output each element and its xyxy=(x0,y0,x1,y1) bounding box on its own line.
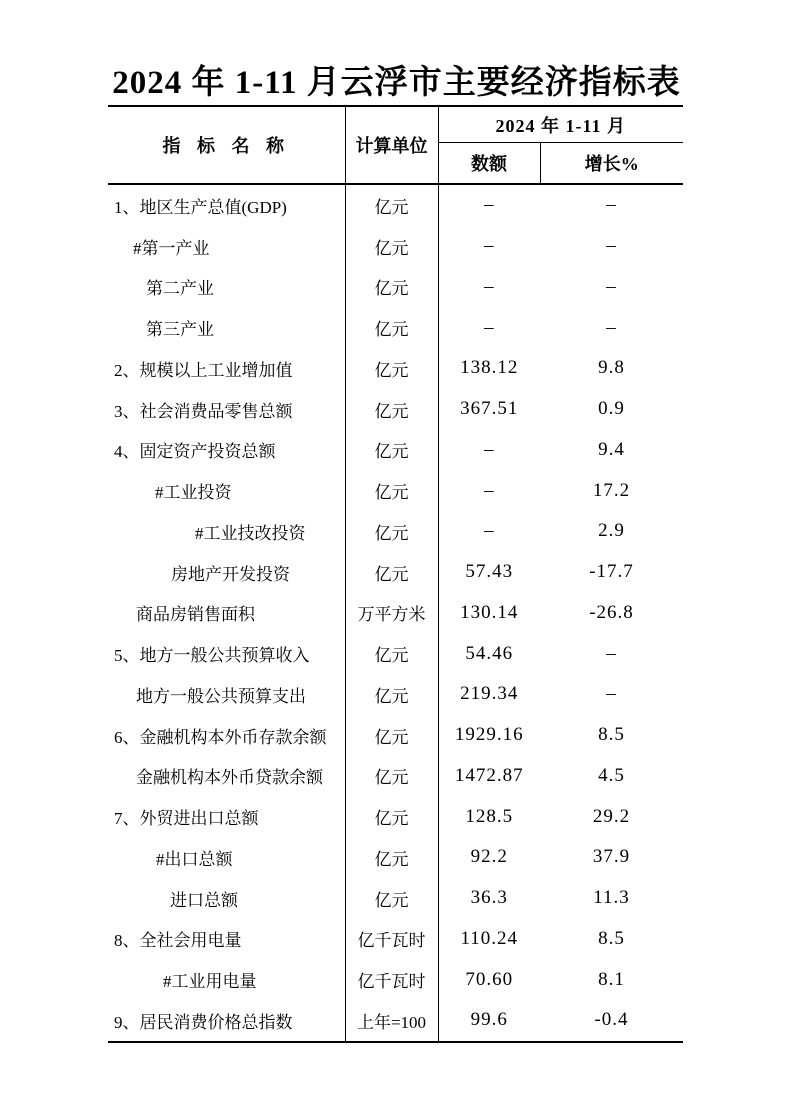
table-row xyxy=(108,878,683,919)
indicator-name-cell: 9、居民消费价格总指数 xyxy=(108,1000,345,1042)
unit-cell: 亿元 xyxy=(345,184,438,226)
amount-cell: 128.5 xyxy=(465,805,514,827)
amount-cell: – xyxy=(484,275,495,297)
table-row xyxy=(108,837,683,878)
unit-cell: 亿千瓦时 xyxy=(345,959,438,1000)
table-row xyxy=(108,959,683,1000)
indicator-name-cell: 房地产开发投资 xyxy=(108,552,345,593)
indicator-name-cell: 地方一般公共预算支出 xyxy=(108,674,345,715)
table-row xyxy=(108,756,683,797)
unit-cell: 亿元 xyxy=(345,796,438,837)
indicator-name-cell: #工业用电量 xyxy=(108,959,345,1000)
indicator-name-cell: 5、地方一般公共预算收入 xyxy=(108,633,345,674)
amount-cell: – xyxy=(484,479,495,501)
growth-cell: 9.4 xyxy=(598,438,625,460)
column-header-indicator-name: 指 标 名 称 xyxy=(108,106,345,184)
table-row xyxy=(108,552,683,593)
column-header-growth: 增长% xyxy=(540,143,683,185)
unit-cell: 亿元 xyxy=(345,756,438,797)
amount-cell: 130.14 xyxy=(460,601,519,623)
unit-cell: 亿元 xyxy=(345,674,438,715)
amount-cell: 99.6 xyxy=(470,1009,508,1031)
column-header-amount: 数额 xyxy=(438,143,540,185)
amount-cell: 1472.87 xyxy=(454,764,524,786)
amount-cell: 57.43 xyxy=(465,561,514,583)
unit-cell: 亿元 xyxy=(345,878,438,919)
amount-cell: – xyxy=(484,520,495,542)
growth-cell: – xyxy=(606,642,617,664)
table-row xyxy=(108,348,683,389)
table-row xyxy=(108,226,683,267)
table-row xyxy=(108,674,683,715)
unit-cell: 亿元 xyxy=(345,715,438,756)
indicator-name-cell: #第一产业 xyxy=(108,226,345,267)
indicator-name-cell: 2、规模以上工业增加值 xyxy=(108,348,345,389)
indicator-name-cell: 第二产业 xyxy=(108,267,345,308)
column-header-period: 2024 年 1-11 月 xyxy=(438,106,683,143)
growth-cell: 29.2 xyxy=(592,805,631,827)
indicator-name-cell: 7、外贸进出口总额 xyxy=(108,796,345,837)
amount-cell: 54.46 xyxy=(465,642,514,664)
table-body xyxy=(108,184,683,1042)
unit-cell: 上年=100 xyxy=(345,1000,438,1042)
unit-cell: 亿元 xyxy=(345,837,438,878)
growth-cell: -26.8 xyxy=(589,601,634,623)
amount-cell: – xyxy=(484,316,495,338)
table-row xyxy=(108,267,683,308)
indicator-name-cell: 进口总额 xyxy=(108,878,345,919)
table-row xyxy=(108,919,683,960)
unit-cell: 亿元 xyxy=(345,511,438,552)
table-row xyxy=(108,430,683,471)
table-header xyxy=(108,106,683,184)
indicator-name-cell: 商品房销售面积 xyxy=(108,593,345,634)
amount-cell: 92.2 xyxy=(470,846,508,868)
amount-cell: – xyxy=(484,235,495,257)
growth-cell: – xyxy=(606,683,617,705)
indicator-name-cell: 4、固定资产投资总额 xyxy=(108,430,345,471)
column-header-unit: 计算单位 xyxy=(345,106,438,184)
unit-cell: 万平方米 xyxy=(345,593,438,634)
unit-cell: 亿元 xyxy=(345,470,438,511)
amount-cell: 1929.16 xyxy=(454,724,524,746)
unit-cell: 亿元 xyxy=(345,430,438,471)
table-row xyxy=(108,307,683,348)
amount-cell: 367.51 xyxy=(460,398,519,420)
table-row xyxy=(108,633,683,674)
amount-cell: – xyxy=(484,194,495,216)
table-row xyxy=(108,511,683,552)
table-row xyxy=(108,593,683,634)
indicator-name-cell: #出口总额 xyxy=(108,837,345,878)
table-row xyxy=(108,715,683,756)
growth-cell: 0.9 xyxy=(598,398,625,420)
table-row xyxy=(108,796,683,837)
growth-cell: – xyxy=(606,316,617,338)
page-title: 2024 年 1-11 月云浮市主要经济指标表 xyxy=(112,65,681,101)
growth-cell: – xyxy=(606,275,617,297)
indicator-name-cell: 8、全社会用电量 xyxy=(108,919,345,960)
unit-cell: 亿元 xyxy=(345,348,438,389)
growth-cell: 8.5 xyxy=(598,724,625,746)
indicator-name-cell: 1、地区生产总值(GDP) xyxy=(108,184,345,226)
growth-cell: – xyxy=(606,194,617,216)
indicator-name-cell: #工业技改投资 xyxy=(108,511,345,552)
table-row xyxy=(108,389,683,430)
table-row xyxy=(108,470,683,511)
indicator-name-cell: 金融机构本外币贷款余额 xyxy=(108,756,345,797)
table-row xyxy=(108,184,683,226)
indicator-name-cell: #工业投资 xyxy=(108,470,345,511)
unit-cell: 亿元 xyxy=(345,633,438,674)
unit-cell: 亿元 xyxy=(345,226,438,267)
unit-cell: 亿千瓦时 xyxy=(345,919,438,960)
amount-cell: 110.24 xyxy=(460,927,519,949)
economic-indicators-table xyxy=(108,105,683,1043)
amount-cell: 36.3 xyxy=(470,887,508,909)
unit-cell: 亿元 xyxy=(345,389,438,430)
amount-cell: 70.60 xyxy=(465,968,514,990)
amount-cell: 138.12 xyxy=(460,357,519,379)
growth-cell: 11.3 xyxy=(593,887,630,909)
growth-cell: – xyxy=(606,235,617,257)
growth-cell: 2.9 xyxy=(598,520,625,542)
growth-cell: -0.4 xyxy=(594,1009,629,1031)
growth-cell: -17.7 xyxy=(589,561,634,583)
growth-cell: 17.2 xyxy=(592,479,631,501)
unit-cell: 亿元 xyxy=(345,552,438,593)
amount-cell: – xyxy=(484,438,495,460)
header-row-top xyxy=(108,106,683,143)
unit-cell: 亿元 xyxy=(345,307,438,348)
amount-cell: 219.34 xyxy=(460,683,519,705)
indicator-name-cell: 第三产业 xyxy=(108,307,345,348)
indicator-name-cell: 3、社会消费品零售总额 xyxy=(108,389,345,430)
indicator-name-cell: 6、金融机构本外币存款余额 xyxy=(108,715,345,756)
growth-cell: 8.1 xyxy=(598,968,625,990)
growth-cell: 4.5 xyxy=(598,764,625,786)
growth-cell: 8.5 xyxy=(598,927,625,949)
growth-cell: 37.9 xyxy=(592,846,631,868)
growth-cell: 9.8 xyxy=(598,357,625,379)
table-row xyxy=(108,1000,683,1042)
unit-cell: 亿元 xyxy=(345,267,438,308)
